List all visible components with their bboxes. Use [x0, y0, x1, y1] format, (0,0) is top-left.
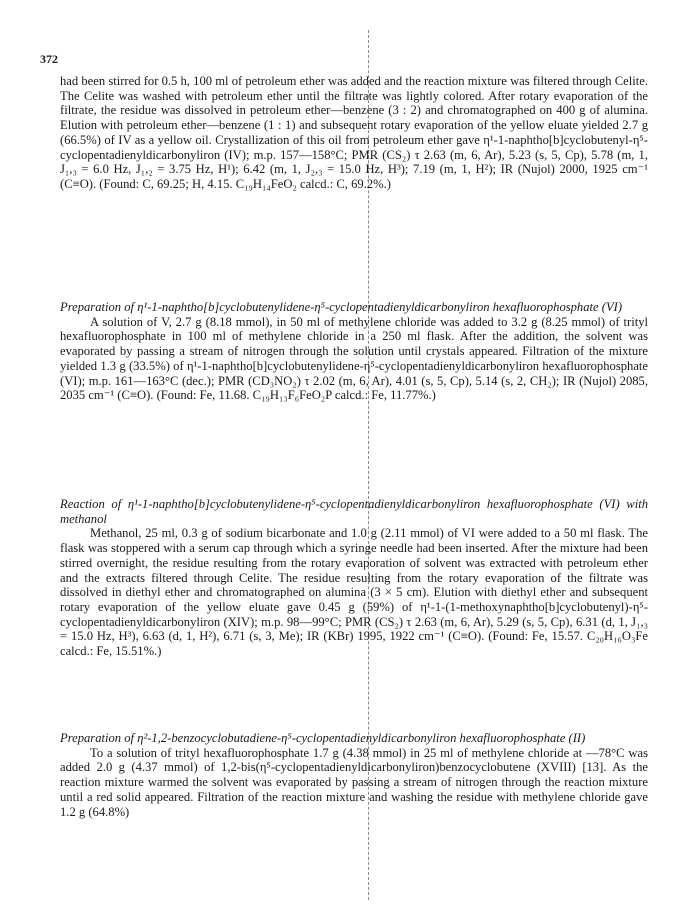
section-ii [60, 731, 648, 819]
body-text: Methanol, 25 ml, 0.3 g of sodium bicarbonate and 1.0 g (2.11 mmol) of VI were added to a 50 ml flask. The flask was stoppered with a serum cap through which a syringe needle had been inserted. After the mixture had been stirred overnight, the residue resulting from the rotary evaporation of solvent was extracted with petroleum ether and the extracts filtered through Celite. The residue resulting from the rotary evaporation of the filtrate was dissolved in diethyl ether and chromatographed on alumina (3 × 5 cm). Elution with diethyl ether and subsequent rotary evaporation of the yellow eluate gave 0.45 g (59%) of η¹-1-(1-methoxynaphtho[b]cyclobutenyl)-η⁵-cyclopentadienyldicarbonyliron (XIV); m.p. 98—99°C; PMR (CS₂) τ 2.63 (m, 6, Ar), 5.29 (s, 5, Cp), 6.31 (d, 1, J₁,₃ = 15.0 Hz, H³), 6.63 (d, 1, H²), 6.71 (s, 3, Me); IR (KBr) 1995, 1922 cm⁻¹ (C≡O). (Found: Fe, 15.57. C₂₀H₁₆O₃Fe calcd.: Fe, 15.51%.) [60, 526, 648, 659]
body-text: To a solution of trityl hexafluorophosphate 1.7 g (4.38 mmol) in 25 ml of methylene chloride at —78°C was added 2.0 g (4.37 mmol) of 1,2-bis(η⁵-cyclopentadienyldicarbonyliron)benzocyclobutene (XVIII) [13]. As the reaction mixture warmed the solvent was evaporated by passing a stream of nitrogen through the reaction mixture until a red solid appeared. Filtration of the reaction mixture and washing the residue with methylene chloride gave 1.2 g (64.8%) [60, 745, 648, 819]
section-vi [60, 300, 648, 403]
paragraph-continuation [60, 74, 648, 192]
page-number: 372 [40, 52, 58, 66]
section-methanol-reaction [60, 497, 648, 659]
section-heading: Reaction of η¹-1-naphtho[b]cyclobutenylidene-η⁵-cyclopentadienyldicarbonyliron hexafluorophosphate (VI) with methanol [60, 497, 648, 526]
body-text: had been stirred for 0.5 h, 100 ml of petroleum ether was added and the reaction mixture was filtered through Celite. The Celite was washed with petroleum ether until the filtrate was lightly colored. After rotary evaporation of the filtrate, the residue was dissolved in petroleum ether—benzene (3 : 2) and chromatographed on 400 g of alumina. Elution with petroleum ether—benzene (1 : 1) and subsequent rotary evaporation of the yellow eluate yielded 2.7 g (66.5%) of IV as a yellow oil. Crystallization of this oil from petroleum ether gave η¹-1-naphtho[b]cyclobutenyl-η⁵-cyclopentadienyldicarbonyliron (IV); m.p. 157—158°C; PMR (CS₂) τ 2.63 (m, 6, Ar), 5.23 (s, 5, Cp), 5.78 (m, 1, J₁,₃ = 6.0 Hz, J₁,₂ = 3.75 Hz, H¹); 6.42 (m, 1, J₂,₃ = 15.0 Hz, H³); 7.19 (m, 1, H²); IR (Nujol) 2000, 1925 cm⁻¹ (C≡O). (Found: C, 69.25; H, 4.15. C₁₉H₁₄FeO₂ calcd.: C, 69.2%.) [60, 74, 648, 191]
body-text: A solution of V, 2.7 g (8.18 mmol), in 50 ml of methylene chloride was added to 3.2 g (8.25 mmol) of trityl hexafluorophosphate in 100 ml of methylene chloride in a 250 ml flask. After the addition, the solvent was evaporated by passing a stream of nitrogen through the solution until crystals appeared. Filtration of the mixture yielded 1.3 g (33.5%) of η¹-1-naphtho[b]cyclobutenylidene-η⁵-cyclopentadienyldicarbonyliron hexafluorophosphate (VI); m.p. 161—163°C (dec.); PMR (CD₃NO₂) τ 2.02 (m, 6, Ar), 4.01 (s, 5, Cp), 5.14 (s, 2, CH₂); IR (Nujol) 2085, 2035 cm⁻¹ (C≡O). (Found: Fe, 11.68. C₁₉H₁₃F₆FeO₂P calcd.: Fe, 11.77%.) [60, 314, 648, 403]
section-heading: Preparation of η²-1,2-benzocyclobutadiene-η⁵-cyclopentadienyldicarbonyliron hexafluorophosphate (II) [60, 731, 586, 745]
section-heading: Preparation of η¹-1-naphtho[b]cyclobutenylidene-η⁵-cyclopentadienyldicarbonyliron hexafluorophosphate (VI) [60, 300, 623, 314]
